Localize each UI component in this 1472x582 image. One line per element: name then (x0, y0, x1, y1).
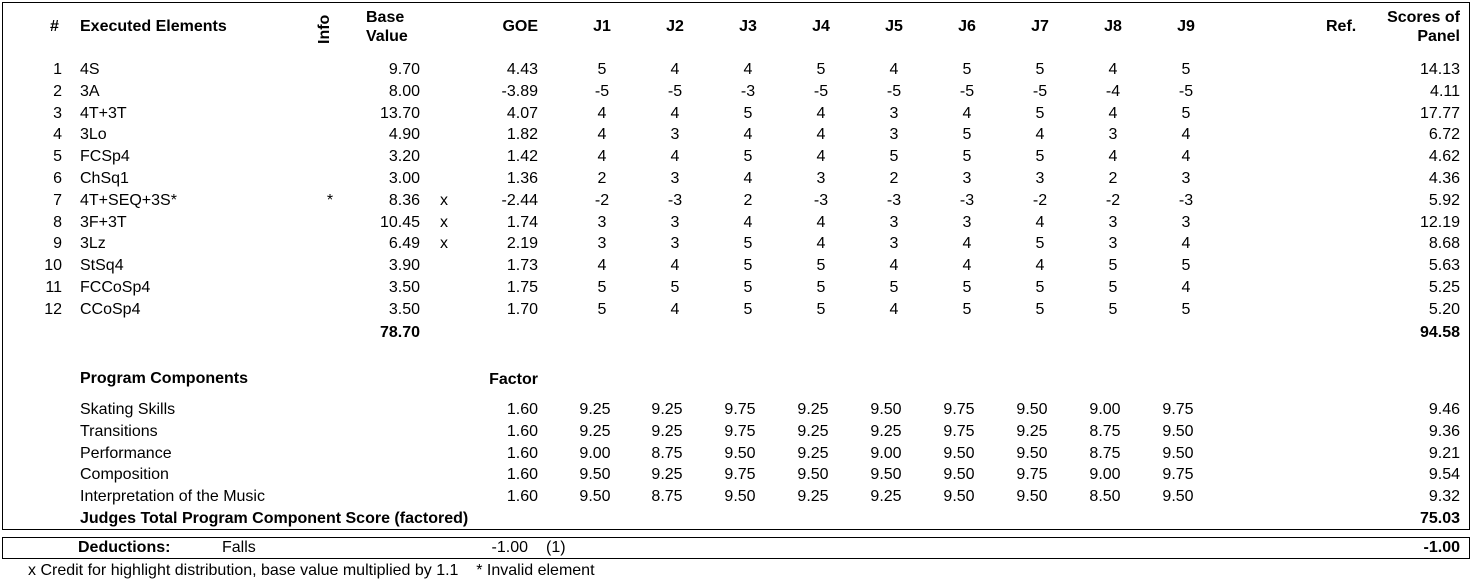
element-number: 7 (53, 192, 62, 209)
element-judge-8: 3 (1108, 214, 1118, 231)
element-judge-9: 5 (1181, 61, 1191, 78)
element-judge-8: -2 (1105, 192, 1121, 209)
component-judge-6: 9.75 (943, 401, 975, 418)
element-name: 4T+3T (80, 105, 127, 122)
element-judge-8: 5 (1108, 301, 1118, 318)
component-name: Transitions (80, 423, 158, 440)
element-number: 3 (53, 105, 62, 122)
element-judge-9: 4 (1181, 235, 1191, 252)
element-name: FCSp4 (80, 148, 130, 165)
element-judge-2: 4 (670, 301, 680, 318)
element-judge-7: 4 (1035, 214, 1045, 231)
element-judge-6: 5 (962, 148, 972, 165)
element-judge-4: 3 (816, 170, 826, 187)
element-judge-5: 4 (889, 61, 899, 78)
component-judge-7: 9.50 (1016, 488, 1048, 505)
element-judge-9: 5 (1181, 301, 1191, 318)
component-judge-3: 9.50 (724, 445, 756, 462)
element-judge-7: 5 (1035, 105, 1045, 122)
element-score: 8.68 (1428, 235, 1460, 252)
component-judge-9: 9.50 (1162, 445, 1194, 462)
element-judge-6: 5 (962, 279, 972, 296)
header-scores-1: Scores of (1387, 9, 1460, 26)
element-name: 3Lo (80, 126, 107, 143)
component-factor: 1.60 (506, 488, 538, 505)
component-judge-1: 9.00 (579, 445, 611, 462)
component-name: Performance (80, 445, 172, 462)
component-judge-3: 9.75 (724, 401, 756, 418)
component-factor: 1.60 (506, 423, 538, 440)
element-judge-2: 4 (670, 148, 680, 165)
element-judge-6: 5 (962, 126, 972, 143)
element-judge-5: 5 (889, 148, 899, 165)
component-judge-7: 9.75 (1016, 466, 1048, 483)
element-judge-7: 5 (1035, 148, 1045, 165)
element-number: 9 (53, 235, 62, 252)
element-name: ChSq1 (80, 170, 129, 187)
element-judge-9: -3 (1178, 192, 1194, 209)
element-judge-5: 3 (889, 105, 899, 122)
component-judge-2: 8.75 (651, 488, 683, 505)
element-judge-9: 5 (1181, 105, 1191, 122)
element-score: 5.25 (1428, 279, 1460, 296)
element-base-value: 8.36 (388, 192, 420, 209)
component-name: Interpretation of the Music (80, 488, 265, 505)
header-judge-2: J2 (666, 18, 684, 35)
element-base-value: 6.49 (388, 235, 420, 252)
element-number: 4 (53, 126, 62, 143)
component-judge-4: 9.25 (797, 423, 829, 440)
element-judge-1: 4 (597, 148, 607, 165)
element-judge-4: 4 (816, 148, 826, 165)
element-name: 4T+SEQ+3S* (80, 192, 177, 209)
element-base-value: 8.00 (388, 83, 420, 100)
element-goe: 2.19 (506, 235, 538, 252)
element-name: FCCoSp4 (80, 279, 151, 296)
element-bonus-marker: x (440, 235, 448, 252)
element-judge-6: -3 (959, 192, 975, 209)
header-executed-elements: Executed Elements (80, 18, 227, 35)
element-score: 4.62 (1428, 148, 1460, 165)
component-judge-6: 9.50 (943, 466, 975, 483)
element-judge-1: 5 (597, 279, 607, 296)
component-name: Skating Skills (80, 401, 176, 418)
element-judge-5: 3 (889, 126, 899, 143)
element-goe: -2.44 (501, 192, 538, 209)
element-judge-9: 4 (1181, 126, 1191, 143)
element-judge-2: 3 (670, 214, 680, 231)
element-judge-1: 5 (597, 61, 607, 78)
element-judge-4: 5 (816, 257, 826, 274)
element-base-value: 3.00 (388, 170, 420, 187)
component-judge-8: 8.75 (1089, 445, 1121, 462)
element-judge-7: -2 (1032, 192, 1048, 209)
element-name: 3F+3T (80, 214, 127, 231)
element-judge-6: 3 (962, 170, 972, 187)
element-judge-8: 4 (1108, 148, 1118, 165)
component-judge-5: 9.00 (870, 445, 902, 462)
element-judge-1: 4 (597, 257, 607, 274)
element-judge-9: 3 (1181, 170, 1191, 187)
element-judge-1: 5 (597, 301, 607, 318)
deductions-total: -1.00 (1423, 539, 1460, 556)
element-judge-3: 5 (743, 301, 753, 318)
element-goe: 4.07 (506, 105, 538, 122)
element-score: 12.19 (1419, 214, 1460, 231)
element-judge-8: 4 (1108, 61, 1118, 78)
element-judge-3: 5 (743, 148, 753, 165)
component-judge-7: 9.50 (1016, 445, 1048, 462)
header-judge-8: J8 (1104, 18, 1122, 35)
element-score: 4.36 (1428, 170, 1460, 187)
header-judge-4: J4 (812, 18, 830, 35)
element-goe: -3.89 (501, 83, 538, 100)
element-number: 10 (44, 257, 62, 274)
element-judge-6: 5 (962, 301, 972, 318)
element-judge-5: 4 (889, 257, 899, 274)
component-judge-6: 9.50 (943, 445, 975, 462)
element-judge-3: 5 (743, 105, 753, 122)
program-components-factor-label: Factor (489, 371, 538, 388)
element-judge-1: 2 (597, 170, 607, 187)
element-judge-6: 5 (962, 61, 972, 78)
element-judge-5: 3 (889, 235, 899, 252)
element-name: 3Lz (80, 235, 106, 252)
component-judge-6: 9.50 (943, 488, 975, 505)
element-bonus-marker: x (440, 214, 448, 231)
deductions-count: (1) (546, 539, 566, 556)
element-score: 14.13 (1419, 61, 1460, 78)
element-judge-2: -5 (667, 83, 683, 100)
component-judge-4: 9.50 (797, 466, 829, 483)
element-number: 6 (53, 170, 62, 187)
element-number: 1 (53, 61, 62, 78)
element-info: * (326, 192, 334, 209)
component-judge-1: 9.25 (579, 423, 611, 440)
element-judge-2: 4 (670, 257, 680, 274)
header-base-value-2: Value (366, 28, 408, 45)
component-judge-8: 9.00 (1089, 401, 1121, 418)
element-judge-2: 4 (670, 61, 680, 78)
element-goe: 1.74 (506, 214, 538, 231)
element-judge-2: 3 (670, 126, 680, 143)
element-score: 5.92 (1428, 192, 1460, 209)
element-judge-3: 5 (743, 235, 753, 252)
component-judge-4: 9.25 (797, 401, 829, 418)
component-score: 9.54 (1428, 466, 1460, 483)
header-scores-2: Panel (1417, 28, 1460, 45)
element-judge-5: 5 (889, 279, 899, 296)
element-judge-8: 2 (1108, 170, 1118, 187)
element-judge-4: 4 (816, 105, 826, 122)
element-judge-5: -3 (886, 192, 902, 209)
element-judge-5: 4 (889, 301, 899, 318)
element-judge-7: 5 (1035, 61, 1045, 78)
header-judge-9: J9 (1177, 18, 1195, 35)
element-judge-7: 4 (1035, 257, 1045, 274)
element-bonus-marker: x (440, 192, 448, 209)
header-judge-1: J1 (593, 18, 611, 35)
element-goe: 1.82 (506, 126, 538, 143)
component-judge-2: 9.25 (651, 423, 683, 440)
element-name: 3A (80, 83, 100, 100)
pcs-total-label: Judges Total Program Component Score (factored) (80, 510, 469, 527)
element-judge-2: -3 (667, 192, 683, 209)
deductions-value: -1.00 (491, 539, 528, 556)
header-number: # (50, 18, 59, 35)
program-components-title: Program Components (80, 370, 249, 387)
element-judge-9: 4 (1181, 279, 1191, 296)
element-judge-8: -4 (1105, 83, 1121, 100)
element-number: 8 (53, 214, 62, 231)
component-factor: 1.60 (506, 466, 538, 483)
component-judge-5: 9.50 (870, 401, 902, 418)
element-judge-3: 4 (743, 126, 753, 143)
header-goe: GOE (502, 18, 538, 35)
component-judge-3: 9.50 (724, 488, 756, 505)
element-judge-2: 3 (670, 170, 680, 187)
element-judge-9: 4 (1181, 148, 1191, 165)
element-name: StSq4 (80, 257, 124, 274)
element-goe: 1.36 (506, 170, 538, 187)
element-judge-7: 5 (1035, 301, 1045, 318)
element-judge-4: 4 (816, 235, 826, 252)
element-judge-5: 3 (889, 214, 899, 231)
element-judge-7: 4 (1035, 126, 1045, 143)
header-base-value-1: Base (366, 9, 405, 26)
element-judge-8: 3 (1108, 126, 1118, 143)
element-base-value: 10.45 (379, 214, 420, 231)
element-judge-7: 5 (1035, 235, 1045, 252)
element-base-value: 9.70 (388, 61, 420, 78)
element-judge-8: 4 (1108, 105, 1118, 122)
element-score: 4.11 (1430, 83, 1460, 100)
component-judge-5: 9.50 (870, 466, 902, 483)
element-judge-6: 4 (962, 235, 972, 252)
element-judge-6: 3 (962, 214, 972, 231)
header-judge-3: J3 (739, 18, 757, 35)
component-judge-2: 9.25 (651, 466, 683, 483)
component-judge-2: 9.25 (651, 401, 683, 418)
element-judge-3: -3 (740, 83, 756, 100)
component-judge-7: 9.25 (1016, 423, 1048, 440)
element-base-value: 13.70 (379, 105, 420, 122)
component-judge-1: 9.25 (579, 401, 611, 418)
element-judge-6: 4 (962, 257, 972, 274)
element-judge-1: 3 (597, 235, 607, 252)
element-judge-3: 4 (743, 170, 753, 187)
header-judge-5: J5 (885, 18, 903, 35)
element-base-value: 3.20 (388, 148, 420, 165)
component-judge-3: 9.75 (724, 466, 756, 483)
element-score: 6.72 (1428, 126, 1460, 143)
base-value-total: 78.70 (379, 324, 420, 341)
element-judge-5: 2 (889, 170, 899, 187)
component-judge-3: 9.75 (724, 423, 756, 440)
component-judge-4: 9.25 (797, 445, 829, 462)
element-judge-8: 5 (1108, 279, 1118, 296)
element-base-value: 3.50 (388, 279, 420, 296)
element-judge-1: 4 (597, 105, 607, 122)
element-judge-3: 4 (743, 61, 753, 78)
elements-score-total: 94.58 (1419, 324, 1460, 341)
element-judge-7: -5 (1032, 83, 1048, 100)
element-name: CCoSp4 (80, 301, 141, 318)
component-judge-8: 9.00 (1089, 466, 1121, 483)
component-judge-2: 8.75 (651, 445, 683, 462)
element-judge-1: -2 (594, 192, 610, 209)
element-judge-9: -5 (1178, 83, 1194, 100)
element-goe: 1.42 (506, 148, 538, 165)
element-judge-4: 4 (816, 214, 826, 231)
element-judge-3: 2 (743, 192, 753, 209)
component-judge-5: 9.25 (870, 423, 902, 440)
element-score: 5.20 (1428, 301, 1460, 318)
component-judge-8: 8.50 (1089, 488, 1121, 505)
element-judge-4: -3 (813, 192, 829, 209)
component-score: 9.36 (1428, 423, 1460, 440)
element-judge-1: -5 (594, 83, 610, 100)
element-goe: 1.73 (506, 257, 538, 274)
component-score: 9.21 (1428, 445, 1460, 462)
element-judge-8: 3 (1108, 235, 1118, 252)
element-judge-3: 5 (743, 257, 753, 274)
footnote: x Credit for highlight distribution, base value multiplied by 1.1 * Invalid element (28, 562, 595, 579)
element-judge-5: -5 (886, 83, 902, 100)
element-judge-4: -5 (813, 83, 829, 100)
component-judge-1: 9.50 (579, 466, 611, 483)
component-judge-9: 9.50 (1162, 423, 1194, 440)
component-judge-5: 9.25 (870, 488, 902, 505)
element-judge-6: -5 (959, 83, 975, 100)
component-judge-4: 9.25 (797, 488, 829, 505)
element-judge-7: 5 (1035, 279, 1045, 296)
component-judge-9: 9.75 (1162, 401, 1194, 418)
component-judge-9: 9.75 (1162, 466, 1194, 483)
element-judge-7: 3 (1035, 170, 1045, 187)
element-number: 12 (44, 301, 62, 318)
element-goe: 1.75 (506, 279, 538, 296)
header-ref: Ref. (1326, 18, 1357, 35)
element-judge-3: 5 (743, 279, 753, 296)
element-judge-4: 5 (816, 61, 826, 78)
component-judge-7: 9.50 (1016, 401, 1048, 418)
deductions-type: Falls (222, 539, 256, 556)
element-judge-2: 5 (670, 279, 680, 296)
deductions-label: Deductions: (78, 539, 171, 556)
element-number: 5 (53, 148, 62, 165)
element-judge-4: 5 (816, 279, 826, 296)
component-factor: 1.60 (506, 445, 538, 462)
element-score: 17.77 (1419, 105, 1460, 122)
header-judge-6: J6 (958, 18, 976, 35)
element-base-value: 3.90 (388, 257, 420, 274)
element-goe: 1.70 (506, 301, 538, 318)
pcs-total-value: 75.03 (1419, 510, 1460, 527)
element-judge-1: 4 (597, 126, 607, 143)
component-judge-9: 9.50 (1162, 488, 1194, 505)
element-base-value: 4.90 (388, 126, 420, 143)
element-judge-9: 5 (1181, 257, 1191, 274)
element-judge-1: 3 (597, 214, 607, 231)
element-score: 5.63 (1428, 257, 1460, 274)
element-judge-4: 5 (816, 301, 826, 318)
element-judge-2: 4 (670, 105, 680, 122)
header-info: Info (316, 14, 333, 44)
component-score: 9.32 (1428, 488, 1460, 505)
component-name: Composition (80, 466, 169, 483)
element-name: 4S (80, 61, 100, 78)
element-judge-3: 4 (743, 214, 753, 231)
component-score: 9.46 (1428, 401, 1460, 418)
element-judge-9: 3 (1181, 214, 1191, 231)
element-number: 11 (45, 279, 62, 296)
component-judge-1: 9.50 (579, 488, 611, 505)
header-judge-7: J7 (1031, 18, 1049, 35)
element-goe: 4.43 (506, 61, 538, 78)
element-judge-8: 5 (1108, 257, 1118, 274)
component-judge-6: 9.75 (943, 423, 975, 440)
component-judge-8: 8.75 (1089, 423, 1121, 440)
element-base-value: 3.50 (388, 301, 420, 318)
element-judge-4: 4 (816, 126, 826, 143)
component-factor: 1.60 (506, 401, 538, 418)
element-judge-2: 3 (670, 235, 680, 252)
element-judge-6: 4 (962, 105, 972, 122)
element-number: 2 (53, 83, 62, 100)
